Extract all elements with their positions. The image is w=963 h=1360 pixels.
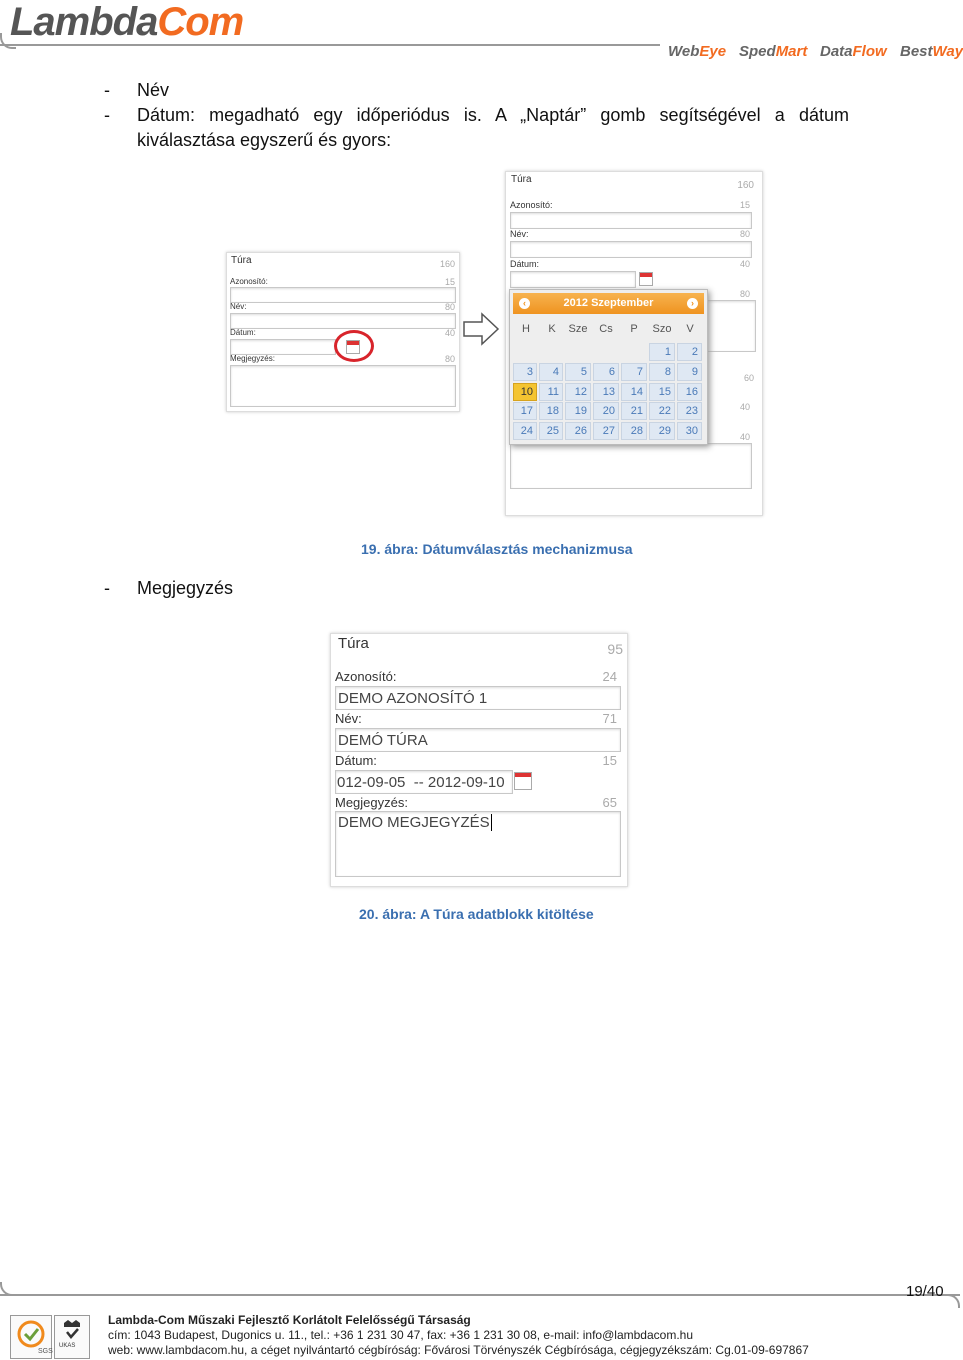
megjegyzes-label: Megjegyzés: — [230, 354, 275, 363]
weekday-label: P — [630, 323, 638, 335]
char-counter: 40 — [444, 328, 455, 338]
calendar-day[interactable]: 9 — [677, 363, 702, 381]
weekday-label: K — [548, 323, 556, 335]
datum-label: Dátum: — [335, 753, 377, 768]
ukas-label: UKAS — [59, 1343, 76, 1349]
header-rule — [0, 44, 660, 46]
calendar-popup — [509, 289, 708, 445]
azonosito-label: Azonosító: — [510, 200, 553, 210]
calendar-day[interactable]: 11 — [539, 383, 563, 401]
char-counter: 60 — [743, 373, 754, 383]
char-counter: 15 — [739, 200, 750, 210]
figure-caption-20: 20. ábra: A Túra adatblokk kitöltése — [359, 906, 594, 922]
char-counter: 95 — [607, 641, 623, 657]
bullet-datum-line1: Dátum: megadható egy időperiódus is. A „Naptár” gomb segítségével a dátum — [137, 105, 849, 125]
azonosito-input[interactable] — [335, 686, 621, 710]
char-counter: 80 — [444, 302, 455, 312]
calendar-day[interactable]: 7 — [621, 363, 647, 381]
datum-input[interactable] — [335, 770, 513, 794]
sgs-cert-badge — [10, 1315, 52, 1359]
char-counter: 15 — [602, 753, 617, 768]
calendar-icon[interactable] — [514, 772, 532, 790]
calendar-day[interactable]: 3 — [513, 363, 537, 381]
calendar-day[interactable]: 1 — [649, 343, 675, 361]
bullet-megjegyzes: Megjegyzés — [137, 578, 234, 598]
megjegyzes-textarea[interactable] — [335, 811, 621, 877]
calendar-day[interactable]: 13 — [593, 383, 619, 401]
calendar-day[interactable]: 30 — [677, 422, 702, 440]
weekday-label: Szo — [652, 323, 672, 335]
nev-input[interactable] — [230, 313, 456, 329]
calendar-month-title: 2012 Szeptember — [563, 297, 654, 309]
azonosito-input[interactable] — [510, 212, 752, 229]
nev-input[interactable] — [335, 728, 621, 752]
weekday-label: Cs — [599, 323, 613, 335]
logo-com: Com — [157, 0, 244, 44]
tura-form-small — [226, 252, 460, 412]
certificate-seal-icon — [17, 1320, 45, 1348]
footer-rule — [0, 1294, 960, 1296]
nev-input[interactable] — [510, 241, 752, 258]
footer-corner-right — [944, 1294, 960, 1308]
nev-value: DEMÓ TÚRA — [338, 732, 428, 749]
header-corner — [0, 33, 16, 49]
calendar-day[interactable]: 10 — [513, 383, 537, 401]
bullet-dash: - — [104, 105, 110, 125]
char-counter: 160 — [737, 180, 754, 191]
megjegyzes-textarea[interactable] — [230, 365, 456, 407]
brand-spedmart: SpedMart — [739, 43, 808, 60]
calendar-day[interactable]: 6 — [593, 363, 619, 381]
char-counter: 80 — [739, 229, 750, 239]
highlight-circle — [334, 330, 374, 362]
char-counter: 160 — [439, 259, 455, 269]
calendar-day[interactable]: 8 — [649, 363, 675, 381]
ukas-cert-badge — [54, 1315, 90, 1359]
prev-month-icon[interactable]: ‹ — [519, 298, 530, 309]
char-counter: 24 — [602, 669, 617, 684]
datum-label: Dátum: — [510, 259, 540, 269]
form-title: Túra — [338, 635, 369, 652]
footer-web: web: www.lambdacom.hu, a céget nyilvántartó cégbíróság: Fővárosi Törvényszék Cégbírósága, cégjegyzékszám: Cg.01-09-697867 — [108, 1343, 809, 1357]
tura-form-filled — [330, 633, 628, 887]
calendar-day[interactable]: 18 — [539, 402, 563, 420]
calendar-day[interactable]: 17 — [513, 402, 537, 420]
calendar-day[interactable]: 28 — [621, 422, 647, 440]
weekday-label: V — [686, 323, 694, 335]
footer-company: Lambda-Com Műszaki Fejlesztő Korlátolt Felelősségű Társaság — [108, 1313, 471, 1327]
calendar-day[interactable]: 22 — [649, 402, 675, 420]
brand-bestway: BestWay — [900, 43, 963, 60]
calendar-day[interactable]: 23 — [677, 402, 702, 420]
datum-label: Dátum: — [230, 328, 256, 337]
bullet-dash: - — [104, 578, 110, 598]
brand-dataflow: DataFlow — [820, 43, 887, 60]
azonosito-label: Azonosító: — [230, 277, 268, 286]
calendar-day[interactable]: 12 — [565, 383, 591, 401]
brand-webeye: WebEye — [668, 43, 727, 60]
char-counter: 80 — [444, 354, 455, 364]
weekday-label: Sze — [568, 323, 588, 335]
megjegyzes-value: DEMO MEGJEGYZÉS — [338, 814, 490, 831]
bullet-nev: Név — [137, 80, 170, 100]
calendar-day[interactable]: 21 — [621, 402, 647, 420]
datum-input[interactable] — [230, 339, 336, 355]
calendar-day[interactable]: 16 — [677, 383, 702, 401]
form-title: Túra — [511, 174, 532, 185]
calendar-header — [513, 293, 704, 314]
char-counter: 71 — [602, 711, 617, 726]
azonosito-value: DEMO AZONOSÍTÓ 1 — [338, 690, 488, 707]
azonosito-label: Azonosító: — [335, 669, 397, 684]
nev-label: Név: — [335, 711, 362, 726]
calendar-day[interactable]: 24 — [513, 422, 537, 440]
azonosito-input[interactable] — [230, 287, 456, 303]
datum-value: 012-09-05 -- 2012-09-10 — [337, 774, 505, 791]
next-month-icon[interactable]: › — [687, 298, 698, 309]
datum-input[interactable] — [510, 271, 636, 288]
calendar-day[interactable]: 25 — [539, 422, 563, 440]
calendar-day[interactable]: 29 — [649, 422, 675, 440]
calendar-day[interactable]: 15 — [649, 383, 675, 401]
calendar-day[interactable]: 19 — [565, 402, 591, 420]
calendar-day[interactable]: 4 — [539, 363, 563, 381]
calendar-icon[interactable] — [639, 272, 653, 286]
nev-label: Név: — [510, 229, 529, 239]
megjegyzes-label: Megjegyzés: — [335, 795, 408, 810]
char-counter: 40 — [739, 432, 750, 442]
logo-lambda: Lambda — [10, 0, 158, 44]
nev-label: Név: — [230, 302, 247, 311]
page-number: 19/40 — [906, 1283, 944, 1300]
calendar-day[interactable]: 20 — [593, 402, 619, 420]
char-counter: 65 — [602, 795, 617, 810]
footer-address: cím: 1043 Budapest, Dugonics u. 11., tel.: +36 1 231 30 47, fax: +36 1 231 30 08, e-mail: info@lambdacom.hu — [108, 1328, 693, 1342]
calendar-day[interactable]: 27 — [593, 422, 619, 440]
crown-check-icon — [62, 1319, 82, 1341]
calendar-day[interactable]: 14 — [621, 383, 647, 401]
form-title: Túra — [231, 255, 252, 266]
char-counter: 80 — [739, 289, 750, 299]
weekday-label: H — [522, 323, 530, 335]
char-counter: 40 — [739, 402, 750, 412]
arrow-right-icon — [462, 312, 500, 346]
figure-caption-19: 19. ábra: Dátumválasztás mechanizmusa — [361, 541, 633, 557]
company-logo — [10, 0, 243, 45]
calendar-day[interactable]: 2 — [677, 343, 702, 361]
calendar-day[interactable]: 5 — [565, 363, 591, 381]
calendar-day[interactable]: 26 — [565, 422, 591, 440]
char-counter: 15 — [444, 277, 455, 287]
char-counter: 40 — [739, 259, 750, 269]
bullet-datum-line2: kiválasztása egyszerű és gyors: — [137, 130, 392, 150]
sgs-label: SGS — [38, 1348, 53, 1355]
bullet-dash: - — [104, 80, 110, 100]
extra-textarea[interactable] — [510, 443, 752, 489]
